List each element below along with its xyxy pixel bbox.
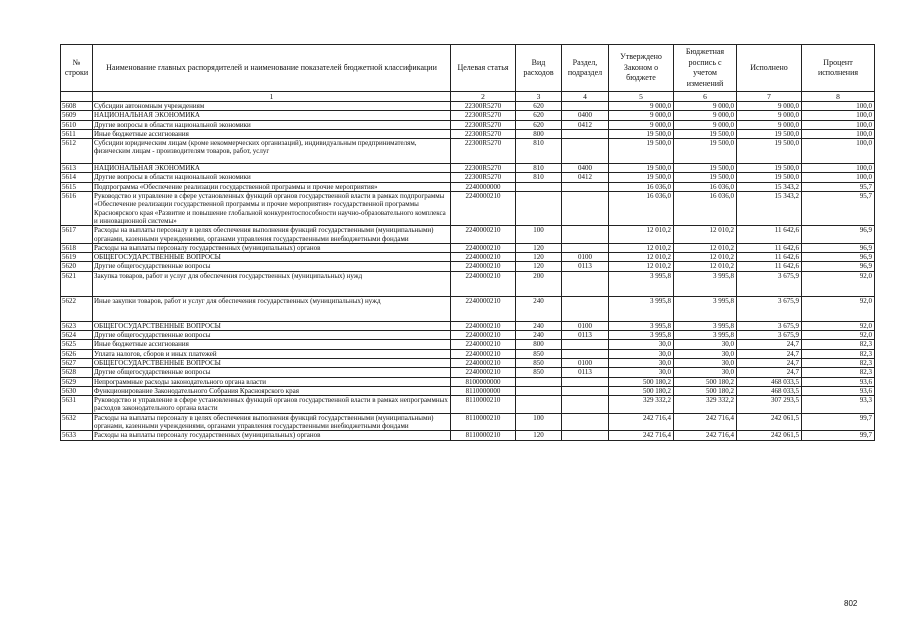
schedule-amount-cell: 3 995,8	[674, 296, 737, 321]
section-cell	[562, 349, 609, 358]
row-number-cell: 5619	[61, 253, 93, 262]
row-name-cell: Руководство и управление в сфере установленных функций органов государственной власти в рамках непрограммных расходов законодательного органа власти	[93, 396, 451, 414]
row-name-cell: Другие общегосударственные вопросы	[93, 331, 451, 340]
header-section: Раздел, подраздел	[562, 45, 609, 92]
table-row	[61, 377, 875, 386]
row-name-cell: ОБЩЕГОСУДАРСТВЕННЫЕ ВОПРОСЫ	[93, 253, 451, 262]
section-cell: 0412	[562, 173, 609, 182]
column-number: 3	[516, 92, 562, 102]
expense-type-cell: 120	[516, 431, 562, 440]
target-article-cell: 2240000210	[451, 331, 516, 340]
target-article-cell: 8110000210	[451, 431, 516, 440]
target-article-cell: 22300R5270	[451, 111, 516, 120]
target-article-cell: 2240000210	[451, 296, 516, 321]
row-number-cell: 5632	[61, 413, 93, 431]
percent-cell: 96,9	[802, 243, 875, 252]
section-cell: 0113	[562, 368, 609, 377]
percent-cell: 82,3	[802, 340, 875, 349]
percent-cell: 100,0	[802, 139, 875, 164]
header-percent: Процент исполнения	[802, 45, 875, 92]
target-article-cell: 2240000000	[451, 182, 516, 191]
schedule-amount-cell: 12 010,2	[674, 243, 737, 252]
expense-type-cell	[516, 377, 562, 386]
column-number: 4	[562, 92, 609, 102]
table-row	[61, 192, 875, 226]
table-row	[61, 321, 875, 330]
target-article-cell: 22300R5270	[451, 129, 516, 138]
table-row	[61, 139, 875, 164]
executed-amount-cell: 11 642,6	[737, 262, 802, 271]
row-number-cell: 5625	[61, 340, 93, 349]
table-row	[61, 413, 875, 431]
section-cell: 0412	[562, 120, 609, 129]
percent-cell: 82,3	[802, 349, 875, 358]
row-name-cell: Субсидии юридическим лицам (кроме некоммерческих организаций), индивидуальным предпринимателям, физическим лицам - производителям товаров, работ, услуг	[93, 139, 451, 164]
section-cell: 0400	[562, 164, 609, 173]
expense-type-cell: 850	[516, 358, 562, 367]
percent-cell: 99,7	[802, 431, 875, 440]
percent-cell: 93,6	[802, 386, 875, 395]
header-name: Наименование главных распорядителей и наименование показателей бюджетной классификации	[93, 45, 451, 92]
approved-amount-cell: 30,0	[609, 368, 674, 377]
section-cell: 0113	[562, 262, 609, 271]
schedule-amount-cell: 16 036,0	[674, 192, 737, 226]
row-name-cell: Другие вопросы в области национальной экономики	[93, 120, 451, 129]
section-cell	[562, 102, 609, 111]
row-number-cell: 5629	[61, 377, 93, 386]
section-cell: 0400	[562, 111, 609, 120]
executed-amount-cell: 24,7	[737, 358, 802, 367]
schedule-amount-cell: 500 180,2	[674, 386, 737, 395]
table-row	[61, 296, 875, 321]
target-article-cell: 2240000210	[451, 340, 516, 349]
schedule-amount-cell: 12 010,2	[674, 226, 737, 244]
schedule-amount-cell: 242 716,4	[674, 431, 737, 440]
percent-cell: 92,0	[802, 271, 875, 296]
target-article-cell: 2240000210	[451, 271, 516, 296]
percent-cell: 99,7	[802, 413, 875, 431]
row-number-cell: 5631	[61, 396, 93, 414]
expense-type-cell: 810	[516, 173, 562, 182]
executed-amount-cell: 9 000,0	[737, 120, 802, 129]
table-row	[61, 129, 875, 138]
schedule-amount-cell: 242 716,4	[674, 413, 737, 431]
approved-amount-cell: 19 500,0	[609, 129, 674, 138]
table-row	[61, 396, 875, 414]
executed-amount-cell: 11 642,6	[737, 253, 802, 262]
approved-amount-cell: 242 716,4	[609, 413, 674, 431]
section-cell	[562, 296, 609, 321]
table-row	[61, 253, 875, 262]
approved-amount-cell: 12 010,2	[609, 226, 674, 244]
row-number-cell: 5620	[61, 262, 93, 271]
executed-amount-cell: 11 642,6	[737, 226, 802, 244]
percent-cell: 92,0	[802, 321, 875, 330]
row-name-cell: Иные закупки товаров, работ и услуг для обеспечения государственных (муниципальных) нужд	[93, 296, 451, 321]
percent-cell: 100,0	[802, 164, 875, 173]
table-row	[61, 262, 875, 271]
row-number-cell: 5612	[61, 139, 93, 164]
target-article-cell: 2240000210	[451, 262, 516, 271]
approved-amount-cell: 3 995,8	[609, 321, 674, 330]
expense-type-cell: 100	[516, 226, 562, 244]
approved-amount-cell: 329 332,2	[609, 396, 674, 414]
approved-amount-cell: 12 010,2	[609, 262, 674, 271]
target-article-cell: 22300R5270	[451, 120, 516, 129]
budget-execution-table	[60, 44, 875, 441]
row-name-cell: НАЦИОНАЛЬНАЯ ЭКОНОМИКА	[93, 164, 451, 173]
row-number-cell: 5610	[61, 120, 93, 129]
section-cell: 0113	[562, 331, 609, 340]
row-number-cell: 5618	[61, 243, 93, 252]
percent-cell: 96,9	[802, 262, 875, 271]
row-name-cell: НАЦИОНАЛЬНАЯ ЭКОНОМИКА	[93, 111, 451, 120]
table-row	[61, 368, 875, 377]
table-row	[61, 340, 875, 349]
section-cell: 0100	[562, 321, 609, 330]
approved-amount-cell: 30,0	[609, 358, 674, 367]
expense-type-cell: 810	[516, 164, 562, 173]
table-row	[61, 271, 875, 296]
executed-amount-cell: 468 033,5	[737, 377, 802, 386]
executed-amount-cell: 19 500,0	[737, 173, 802, 182]
executed-amount-cell: 11 642,6	[737, 243, 802, 252]
percent-cell: 93,3	[802, 396, 875, 414]
approved-amount-cell: 500 180,2	[609, 377, 674, 386]
executed-amount-cell: 9 000,0	[737, 102, 802, 111]
executed-amount-cell: 19 500,0	[737, 139, 802, 164]
schedule-amount-cell: 9 000,0	[674, 120, 737, 129]
section-cell	[562, 139, 609, 164]
row-name-cell: Другие вопросы в области национальной экономики	[93, 173, 451, 182]
row-number-cell: 5616	[61, 192, 93, 226]
header-expense-type: Вид расходов	[516, 45, 562, 92]
row-name-cell: Расходы на выплаты персоналу в целях обеспечения выполнения функций государственными (муниципальными) органами, казенными учреждениями, органами управления государственными внебюджетными фондами	[93, 226, 451, 244]
percent-cell: 93,6	[802, 377, 875, 386]
percent-cell: 95,7	[802, 182, 875, 191]
row-name-cell: Функционирование Законодательного Собрания Красноярского края	[93, 386, 451, 395]
header-executed: Исполнено	[737, 45, 802, 92]
expense-type-cell: 800	[516, 129, 562, 138]
section-cell	[562, 243, 609, 252]
expense-type-cell: 120	[516, 262, 562, 271]
row-number-cell: 5630	[61, 386, 93, 395]
schedule-amount-cell: 3 995,8	[674, 271, 737, 296]
row-number-cell: 5608	[61, 102, 93, 111]
row-number-cell: 5614	[61, 173, 93, 182]
target-article-cell: 2240000210	[451, 321, 516, 330]
executed-amount-cell: 3 675,9	[737, 271, 802, 296]
approved-amount-cell: 16 036,0	[609, 192, 674, 226]
section-cell: 0100	[562, 358, 609, 367]
target-article-cell: 2240000210	[451, 253, 516, 262]
row-name-cell: Подпрограмма «Обеспечение реализации государственной программы и прочие мероприятия»	[93, 182, 451, 191]
executed-amount-cell: 24,7	[737, 368, 802, 377]
row-number-cell: 5623	[61, 321, 93, 330]
section-cell	[562, 431, 609, 440]
expense-type-cell	[516, 192, 562, 226]
expense-type-cell	[516, 386, 562, 395]
expense-type-cell: 620	[516, 102, 562, 111]
schedule-amount-cell: 9 000,0	[674, 111, 737, 120]
schedule-amount-cell: 500 180,2	[674, 377, 737, 386]
executed-amount-cell: 3 675,9	[737, 321, 802, 330]
header-row-number: № строки	[61, 45, 93, 92]
row-number-cell: 5624	[61, 331, 93, 340]
percent-cell: 100,0	[802, 129, 875, 138]
target-article-cell: 22300R5270	[451, 173, 516, 182]
section-cell	[562, 271, 609, 296]
table-row	[61, 164, 875, 173]
approved-amount-cell: 242 716,4	[609, 431, 674, 440]
schedule-amount-cell: 329 332,2	[674, 396, 737, 414]
expense-type-cell: 240	[516, 331, 562, 340]
row-number-cell: 5609	[61, 111, 93, 120]
approved-amount-cell: 12 010,2	[609, 243, 674, 252]
row-name-cell: Непрограммные расходы законодательного органа власти	[93, 377, 451, 386]
expense-type-cell: 620	[516, 120, 562, 129]
approved-amount-cell: 3 995,8	[609, 331, 674, 340]
column-number: 5	[609, 92, 674, 102]
target-article-cell: 22300R5270	[451, 102, 516, 111]
approved-amount-cell: 9 000,0	[609, 120, 674, 129]
row-name-cell: Закупка товаров, работ и услуг для обеспечения государственных (муниципальных) нужд	[93, 271, 451, 296]
section-cell	[562, 340, 609, 349]
table-row	[61, 358, 875, 367]
table-row	[61, 331, 875, 340]
column-number-row	[61, 92, 875, 102]
header-row	[61, 45, 875, 92]
table-row	[61, 243, 875, 252]
percent-cell: 96,9	[802, 226, 875, 244]
row-number-cell: 5628	[61, 368, 93, 377]
expense-type-cell: 100	[516, 413, 562, 431]
schedule-amount-cell: 12 010,2	[674, 262, 737, 271]
approved-amount-cell: 19 500,0	[609, 173, 674, 182]
executed-amount-cell: 19 500,0	[737, 164, 802, 173]
row-name-cell: Другие общегосударственные вопросы	[93, 368, 451, 377]
executed-amount-cell: 24,7	[737, 340, 802, 349]
target-article-cell: 8100000000	[451, 377, 516, 386]
target-article-cell: 8110000000	[451, 386, 516, 395]
row-name-cell: Субсидии автономным учреждениям	[93, 102, 451, 111]
row-number-cell: 5633	[61, 431, 93, 440]
column-number: 2	[451, 92, 516, 102]
executed-amount-cell: 3 675,9	[737, 331, 802, 340]
schedule-amount-cell: 16 036,0	[674, 182, 737, 191]
schedule-amount-cell: 19 500,0	[674, 164, 737, 173]
section-cell	[562, 377, 609, 386]
expense-type-cell: 120	[516, 243, 562, 252]
approved-amount-cell: 30,0	[609, 340, 674, 349]
page-number: 802	[844, 599, 858, 608]
section-cell	[562, 413, 609, 431]
percent-cell: 82,3	[802, 368, 875, 377]
budget-table-sheet	[60, 44, 874, 441]
table-row	[61, 386, 875, 395]
row-number-cell: 5615	[61, 182, 93, 191]
expense-type-cell: 120	[516, 253, 562, 262]
schedule-amount-cell: 30,0	[674, 358, 737, 367]
row-number-cell: 5613	[61, 164, 93, 173]
row-name-cell: Уплата налогов, сборов и иных платежей	[93, 349, 451, 358]
schedule-amount-cell: 30,0	[674, 340, 737, 349]
table-row	[61, 120, 875, 129]
row-number-cell: 5621	[61, 271, 93, 296]
executed-amount-cell: 19 500,0	[737, 129, 802, 138]
table-row	[61, 349, 875, 358]
row-name-cell: Расходы на выплаты персоналу государственных (муниципальных) органов	[93, 431, 451, 440]
table-row	[61, 173, 875, 182]
approved-amount-cell: 30,0	[609, 349, 674, 358]
header-schedule: Бюджетная роспись с учетом изменений	[674, 45, 737, 92]
table-body	[61, 102, 875, 441]
row-number-cell: 5611	[61, 129, 93, 138]
row-name-cell: ОБЩЕГОСУДАРСТВЕННЫЕ ВОПРОСЫ	[93, 358, 451, 367]
section-cell	[562, 129, 609, 138]
executed-amount-cell: 24,7	[737, 349, 802, 358]
row-name-cell: Иные бюджетные ассигнования	[93, 340, 451, 349]
section-cell	[562, 192, 609, 226]
executed-amount-cell: 15 343,2	[737, 192, 802, 226]
row-number-cell: 5627	[61, 358, 93, 367]
target-article-cell: 2240000210	[451, 358, 516, 367]
schedule-amount-cell: 19 500,0	[674, 129, 737, 138]
percent-cell: 100,0	[802, 102, 875, 111]
section-cell	[562, 182, 609, 191]
expense-type-cell: 240	[516, 321, 562, 330]
section-cell: 0100	[562, 253, 609, 262]
table-row	[61, 102, 875, 111]
target-article-cell: 2240000210	[451, 192, 516, 226]
executed-amount-cell: 468 033,5	[737, 386, 802, 395]
expense-type-cell: 240	[516, 296, 562, 321]
executed-amount-cell: 15 343,2	[737, 182, 802, 191]
column-number: 7	[737, 92, 802, 102]
expense-type-cell: 800	[516, 340, 562, 349]
executed-amount-cell: 242 061,5	[737, 431, 802, 440]
target-article-cell: 22300R5270	[451, 164, 516, 173]
schedule-amount-cell: 3 995,8	[674, 321, 737, 330]
expense-type-cell: 810	[516, 139, 562, 164]
percent-cell: 100,0	[802, 173, 875, 182]
target-article-cell: 2240000210	[451, 226, 516, 244]
header-approved: Утверждено Законом о бюджете	[609, 45, 674, 92]
section-cell	[562, 386, 609, 395]
percent-cell: 92,0	[802, 331, 875, 340]
approved-amount-cell: 3 995,8	[609, 271, 674, 296]
schedule-amount-cell: 12 010,2	[674, 253, 737, 262]
schedule-amount-cell: 30,0	[674, 368, 737, 377]
approved-amount-cell: 500 180,2	[609, 386, 674, 395]
percent-cell: 92,0	[802, 296, 875, 321]
expense-type-cell: 620	[516, 111, 562, 120]
column-number: 6	[674, 92, 737, 102]
schedule-amount-cell: 9 000,0	[674, 102, 737, 111]
row-name-cell: Расходы на выплаты персоналу в целях обеспечения выполнения функций государственными (муниципальными) органами, казенными учреждениями, органами управления государственными внебюджетными фондами	[93, 413, 451, 431]
row-name-cell: ОБЩЕГОСУДАРСТВЕННЫЕ ВОПРОСЫ	[93, 321, 451, 330]
executed-amount-cell: 9 000,0	[737, 111, 802, 120]
row-number-cell: 5617	[61, 226, 93, 244]
percent-cell: 100,0	[802, 111, 875, 120]
schedule-amount-cell: 19 500,0	[674, 173, 737, 182]
executed-amount-cell: 307 293,5	[737, 396, 802, 414]
row-name-cell: Расходы на выплаты персоналу государственных (муниципальных) органов	[93, 243, 451, 252]
approved-amount-cell: 9 000,0	[609, 102, 674, 111]
column-number-blank	[61, 92, 93, 102]
target-article-cell: 2240000210	[451, 243, 516, 252]
approved-amount-cell: 9 000,0	[609, 111, 674, 120]
schedule-amount-cell: 30,0	[674, 349, 737, 358]
row-number-cell: 5622	[61, 296, 93, 321]
executed-amount-cell: 3 675,9	[737, 296, 802, 321]
percent-cell: 100,0	[802, 120, 875, 129]
percent-cell: 82,3	[802, 358, 875, 367]
expense-type-cell	[516, 182, 562, 191]
expense-type-cell: 850	[516, 349, 562, 358]
table-row	[61, 111, 875, 120]
percent-cell: 95,7	[802, 192, 875, 226]
header-target-article: Целевая статья	[451, 45, 516, 92]
approved-amount-cell: 19 500,0	[609, 139, 674, 164]
row-name-cell: Иные бюджетные ассигнования	[93, 129, 451, 138]
section-cell	[562, 226, 609, 244]
executed-amount-cell: 242 061,5	[737, 413, 802, 431]
target-article-cell: 22300R5270	[451, 139, 516, 164]
approved-amount-cell: 19 500,0	[609, 164, 674, 173]
approved-amount-cell: 3 995,8	[609, 296, 674, 321]
expense-type-cell: 200	[516, 271, 562, 296]
schedule-amount-cell: 19 500,0	[674, 139, 737, 164]
column-number: 8	[802, 92, 875, 102]
expense-type-cell	[516, 396, 562, 414]
approved-amount-cell: 16 036,0	[609, 182, 674, 191]
expense-type-cell: 850	[516, 368, 562, 377]
table-row	[61, 431, 875, 440]
table-row	[61, 226, 875, 244]
target-article-cell: 8110000210	[451, 413, 516, 431]
column-number: 1	[93, 92, 451, 102]
target-article-cell: 2240000210	[451, 368, 516, 377]
target-article-cell: 8110000210	[451, 396, 516, 414]
row-name-cell: Другие общегосударственные вопросы	[93, 262, 451, 271]
section-cell	[562, 396, 609, 414]
target-article-cell: 2240000210	[451, 349, 516, 358]
row-number-cell: 5626	[61, 349, 93, 358]
percent-cell: 96,9	[802, 253, 875, 262]
approved-amount-cell: 12 010,2	[609, 253, 674, 262]
row-name-cell: Руководство и управление в сфере установленных функций органов государственной власти в рамках подпрограммы «Обеспечение реализации государственной программы и прочие мероприятия» государственной программы Красноярского края «Развитие и повышение глобальной конкурентоспособности научно-образовательного комплекса и инновационной системы»	[93, 192, 451, 226]
schedule-amount-cell: 3 995,8	[674, 331, 737, 340]
table-row	[61, 182, 875, 191]
